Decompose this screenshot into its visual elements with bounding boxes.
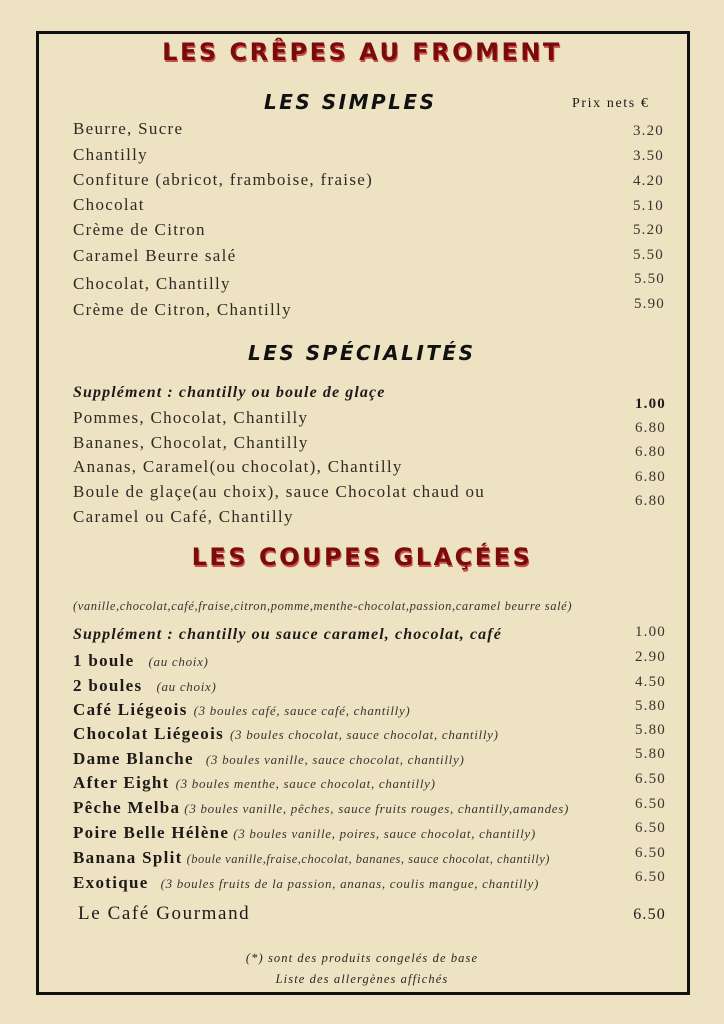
- coupe-row: [73, 773, 436, 793]
- menu-item-line2: Caramel ou Café, Chantilly: [73, 507, 294, 526]
- supplement-label: Supplément : chantilly ou sauce caramel, chocolat, café: [73, 626, 502, 643]
- supplement-price: 1.00: [634, 396, 666, 412]
- coupe-desc: (3 boules café, sauce café, chantilly): [193, 703, 411, 718]
- menu-item: Chantilly: [73, 145, 148, 164]
- menu-price: 5.80: [634, 722, 666, 738]
- menu-item: Pommes, Chocolat, Chantilly: [73, 408, 309, 427]
- coupe-desc: (3 boules vanille, poires, sauce chocolat, chantilly): [233, 826, 536, 841]
- coupe-desc: (3 boules vanille, pêches, sauce fruits rouges, chantilly,amandes): [184, 801, 570, 816]
- menu-price: 5.80: [634, 698, 666, 714]
- coupe-row: [73, 873, 539, 893]
- menu-item: Crème de Citron, Chantilly: [73, 300, 292, 319]
- menu-price: 5.20: [632, 222, 664, 238]
- coupe-row: [73, 724, 499, 744]
- coupe-name: Banana Split: [73, 848, 183, 867]
- coupe-row: [73, 823, 536, 843]
- cafe-gourmand-price: 6.50: [633, 906, 666, 923]
- coupe-desc: (3 boules menthe, sauce chocolat, chantilly): [175, 776, 436, 791]
- menu-price: 5.10: [632, 198, 664, 214]
- main-title: LES CRÊPES AU FROMENT: [162, 38, 562, 66]
- section-title-simples: LES SIMPLES: [264, 90, 437, 114]
- menu-item: Confiture (abricot, framboise, fraise): [73, 170, 374, 189]
- menu-item: Ananas, Caramel(ou chocolat), Chantilly: [73, 457, 403, 476]
- section-title-coupes: LES COUPES GLAÇÉES: [191, 543, 533, 571]
- menu-item: Crème de Citron: [73, 220, 206, 239]
- coupe-name: Exotique: [73, 873, 149, 892]
- menu-item: Chocolat, Chantilly: [73, 274, 231, 293]
- menu-item: Caramel Beurre salé: [73, 246, 237, 265]
- menu-price: 5.50: [632, 247, 664, 263]
- coupe-name: Café Liégeois: [73, 700, 188, 719]
- coupe-desc: (au choix): [156, 679, 217, 694]
- coupe-name: Poire Belle Hélène: [73, 823, 230, 842]
- coupe-row: [73, 676, 217, 696]
- section-title-specialites: LES SPÉCIALITÉS: [248, 341, 476, 365]
- coupe-row: [73, 749, 464, 769]
- menu-item: Beurre, Sucre: [73, 119, 184, 138]
- coupe-desc: (au choix): [148, 654, 209, 669]
- menu-price: 3.50: [632, 148, 664, 164]
- footer-note-allergens: Liste des allergènes affichés: [275, 972, 449, 986]
- menu-price: 6.50: [634, 820, 666, 836]
- coupe-name: Pêche Melba: [73, 798, 181, 817]
- menu-item: Chocolat: [73, 195, 145, 214]
- coupe-name: 1 boule: [73, 651, 135, 670]
- coupe-desc: (3 boules chocolat, sauce chocolat, chantilly): [230, 727, 499, 742]
- menu-price: 6.80: [634, 469, 666, 485]
- coupe-desc: (3 boules vanille, sauce chocolat, chantilly): [205, 752, 465, 767]
- coupe-name: Dame Blanche: [73, 749, 194, 768]
- coupe-desc: (boule vanille,fraise,chocolat, bananes, sauce chocolat, chantilly): [186, 852, 550, 866]
- menu-price: 5.90: [633, 296, 665, 312]
- menu-price: 6.80: [634, 444, 666, 460]
- menu-price: 6.80: [634, 493, 666, 509]
- footer-note-frozen: (*) sont des produits congelés de base: [245, 951, 479, 965]
- coupe-row: [73, 700, 410, 720]
- coupe-name: Chocolat Liégeois: [73, 724, 225, 743]
- menu-price: 4.20: [632, 173, 664, 189]
- menu-price: 3.20: [632, 123, 664, 139]
- menu-price: 6.50: [634, 796, 666, 812]
- supplement-price: 1.00: [634, 624, 666, 640]
- price-header: Prix nets €: [572, 96, 650, 111]
- menu-price: 5.50: [633, 271, 665, 287]
- coupe-name: 2 boules: [73, 676, 143, 695]
- menu-item: Boule de glaçe(au choix), sauce Chocolat chaud ou: [73, 482, 486, 501]
- coupe-row: [73, 651, 209, 671]
- coupe-row: [73, 798, 569, 818]
- menu-price: 6.80: [634, 420, 666, 436]
- menu-item: Bananes, Chocolat, Chantilly: [73, 433, 309, 452]
- menu-price: 2.90: [634, 649, 666, 665]
- menu-price: 6.50: [634, 869, 666, 885]
- cafe-gourmand: Le Café Gourmand: [78, 903, 251, 924]
- menu-price: 6.50: [634, 771, 666, 787]
- menu-price: 4.50: [634, 674, 666, 690]
- menu-price: 5.80: [634, 746, 666, 762]
- coupe-desc: (3 boules fruits de la passion, ananas, coulis mangue, chantilly): [160, 876, 539, 891]
- supplement-label: Supplément : chantilly ou boule de glaçe: [73, 384, 386, 401]
- coupe-row: [73, 848, 550, 868]
- menu-price: 6.50: [634, 845, 666, 861]
- flavors-list: (vanille,chocolat,café,fraise,citron,pomme,menthe-chocolat,passion,caramel beurre salé): [73, 599, 573, 613]
- coupe-name: After Eight: [73, 773, 170, 792]
